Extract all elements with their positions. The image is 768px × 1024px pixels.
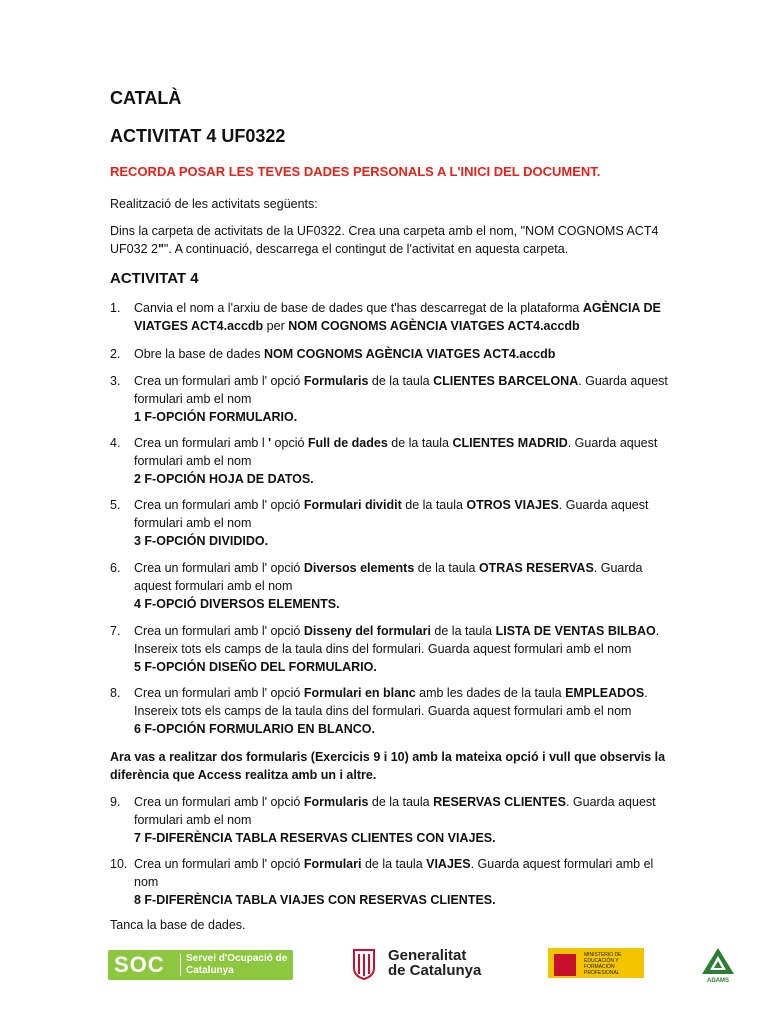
item-text xyxy=(134,559,670,613)
item-text xyxy=(134,793,670,847)
item-text-part: Crea un formulari amb l' opció xyxy=(134,795,304,809)
item-text-part: . Insereix tots els camps de la taula dins del formulari. Guarda aquest formulari amb el nom xyxy=(134,686,648,718)
item-text-part: . Guarda aquest formulari amb el nom xyxy=(134,374,668,406)
item-text-part: . Guarda aquest formulari amb el nom xyxy=(134,795,656,827)
item-text-part: Crea un formulari amb l' opció xyxy=(134,561,304,575)
item-number: 4. xyxy=(110,436,121,450)
list-item xyxy=(110,345,670,363)
item-text-bold: Formularis xyxy=(303,795,369,809)
item-text-bold: NOM COGNOMS AGÈNCIA VIATGES ACT4.accdb xyxy=(263,347,556,361)
adams-logo xyxy=(698,944,738,984)
item-text-part: opció xyxy=(271,436,308,450)
item-form-name: 2 F-OPCIÓN HOJA DE DATOS. xyxy=(134,472,314,486)
item-text-part: Obre la base de dades xyxy=(134,347,264,361)
item-text-bold: VIAJES xyxy=(426,857,471,871)
item-text-bold: Disseny del formulari xyxy=(303,624,431,638)
soc-text: Servei d'Ocupació de Catalunya xyxy=(186,953,288,976)
item-form-name: 6 F-OPCIÓN FORMULARIO EN BLANCO. xyxy=(134,722,375,736)
item-number: 6. xyxy=(110,561,121,575)
item-text-bold: Full de dades xyxy=(307,436,388,450)
list-item xyxy=(110,559,670,613)
warning-text: RECORDA POSAR LES TEVES DADES PERSONALS A L'INICI DEL DOCUMENT. xyxy=(110,164,601,179)
item-text xyxy=(134,496,670,550)
item-text-bold: CLIENTES BARCELONA xyxy=(433,374,579,388)
item-text-part: de la taula xyxy=(401,498,467,512)
item-text xyxy=(134,372,670,426)
adams-text: ADAMS xyxy=(707,978,729,984)
item-text-part: amb les dades de la taula xyxy=(415,686,566,700)
intro-text: Realització de les activitats següents: xyxy=(110,197,318,211)
item-form-name: 7 F-DIFERÈNCIA TABLA RESERVAS CLIENTES CON VIAJES. xyxy=(134,831,496,845)
item-form-name: 3 F-OPCIÓN DIVIDIDO. xyxy=(134,534,269,548)
list-item xyxy=(110,684,670,738)
item-number: 2. xyxy=(110,347,121,361)
item-number: 1. xyxy=(110,301,121,315)
item-form-name: 1 F-OPCIÓN FORMULARIO. xyxy=(134,410,298,424)
item-text-part: . Insereix tots els camps de la taula dins del formulari. Guarda aquest formulari amb el nom xyxy=(134,624,660,656)
item-text-bold: Formularis xyxy=(303,374,369,388)
item-text-bold: AGÈNCIA DE VIATGES ACT4.accdb xyxy=(134,301,661,333)
list-item xyxy=(110,793,670,847)
item-text-part: Canvia el nom a l'arxiu de base de dades que t'has descarregat de la plataforma xyxy=(134,301,583,315)
item-text-bold: Formulari xyxy=(303,857,362,871)
item-text-part: Crea un formulari amb l' opció xyxy=(134,624,304,638)
item-text-bold: NOM COGNOMS AGÈNCIA VIATGES ACT4.accdb xyxy=(288,319,580,333)
folder-text-a: Dins la carpeta de activitats de la UF0322. Crea una carpeta amb el nom, "NOM COGNOMS ACT4 UF032 2 xyxy=(110,224,659,256)
item-text-part: de la taula xyxy=(430,624,496,638)
list-item xyxy=(110,855,670,909)
doc-title: CATALÀ xyxy=(110,88,182,108)
section-title: ACTIVITAT 4 xyxy=(110,270,199,287)
item-text-bold: OTROS VIAJES xyxy=(466,498,559,512)
item-text-part: de la taula xyxy=(361,857,427,871)
item-text xyxy=(134,345,670,363)
generalitat-line1: Generalitat xyxy=(388,947,467,964)
item-text-bold: EMPLEADOS xyxy=(565,686,645,700)
item-text-part: de la taula xyxy=(414,561,479,575)
item-text xyxy=(134,855,670,909)
footer-logos xyxy=(0,940,768,1000)
list-item xyxy=(110,496,670,550)
item-text xyxy=(134,299,670,335)
item-text-part: per xyxy=(263,319,289,333)
item-text-part: . Guarda aquest formulari amb el nom xyxy=(134,857,654,889)
item-text-part: Crea un formulari amb l' opció xyxy=(134,686,304,700)
item-text-bold: RESERVAS CLIENTES xyxy=(433,795,566,809)
item-text xyxy=(134,684,670,738)
item-number: 3. xyxy=(110,374,121,388)
list-item xyxy=(110,372,670,426)
item-text-bold: OTRAS RESERVAS xyxy=(478,561,594,575)
item-text-bold: Formulari dividit xyxy=(303,498,402,512)
closing-text: Tanca la base de dades. xyxy=(110,918,246,932)
folder-instructions xyxy=(110,222,670,258)
list-item xyxy=(110,622,670,676)
folder-text-bold: " xyxy=(157,242,164,256)
item-text-part: de la taula xyxy=(368,795,434,809)
item-text-bold: ' xyxy=(268,436,272,450)
note-text: Ara vas a realitzar dos formularis (Exercicis 9 i 10) amb la mateixa opció i vull que observis la diferència que Access realitza amb un i altre. xyxy=(110,750,666,782)
item-text-bold: Formulari en blanc xyxy=(303,686,416,700)
item-text-part: . Guarda aquest formulari amb el nom xyxy=(134,436,658,468)
item-number: 5. xyxy=(110,498,121,512)
item-number: 9. xyxy=(110,795,121,809)
item-text-bold: LISTA DE VENTAS BILBAO xyxy=(495,624,656,638)
list-item xyxy=(110,434,670,488)
item-text xyxy=(134,622,670,676)
folder-text-b: ". A continuació, descarrega el contingut de l'activitat en aquesta carpeta. xyxy=(163,242,569,256)
item-text-part: de la taula xyxy=(368,374,434,388)
item-number: 10. xyxy=(110,857,128,871)
soc-mark: SOC xyxy=(114,952,165,977)
item-text-part: Crea un formulari amb l' opció xyxy=(134,498,304,512)
doc-subtitle: ACTIVITAT 4 UF0322 xyxy=(110,126,286,146)
generalitat-line2: de Catalunya xyxy=(388,962,482,979)
ministry-text: MINISTERIO DE EDUCACIÓN Y FORMACIÓN PROFESIONAL xyxy=(584,952,622,976)
item-text-part: . Guarda aquest formulari amb el nom xyxy=(134,498,649,530)
item-text-part: de la taula xyxy=(387,436,453,450)
item-number: 8. xyxy=(110,686,121,700)
item-text-part: . Guarda aquest formulari amb el nom xyxy=(134,561,643,593)
ministry-logo xyxy=(548,948,644,978)
list-item xyxy=(110,299,670,335)
coat-of-arms-icon xyxy=(552,952,578,978)
item-text-bold: Diversos elements xyxy=(303,561,415,575)
item-text-bold: CLIENTES MADRID xyxy=(452,436,568,450)
item-text xyxy=(134,434,670,488)
item-text-part: Crea un formulari amb l' opció xyxy=(134,374,304,388)
soc-logo xyxy=(108,950,293,980)
soc-divider xyxy=(180,954,181,976)
item-number: 7. xyxy=(110,624,121,638)
item-form-name: 5 F-OPCIÓN DISEÑO DEL FORMULARIO. xyxy=(134,660,377,674)
item-text-part: Crea un formulari amb l' opció xyxy=(134,857,304,871)
item-form-name: 4 F-OPCIÓ DIVERSOS ELEMENTS. xyxy=(134,597,340,611)
item-form-name: 8 F-DIFERÈNCIA TABLA VIAJES CON RESERVAS CLIENTES. xyxy=(134,893,496,907)
senyera-shield-icon xyxy=(352,948,376,980)
generalitat-text xyxy=(388,948,481,978)
item-text-part: Crea un formulari amb l xyxy=(134,436,269,450)
generalitat-logo xyxy=(352,948,502,984)
